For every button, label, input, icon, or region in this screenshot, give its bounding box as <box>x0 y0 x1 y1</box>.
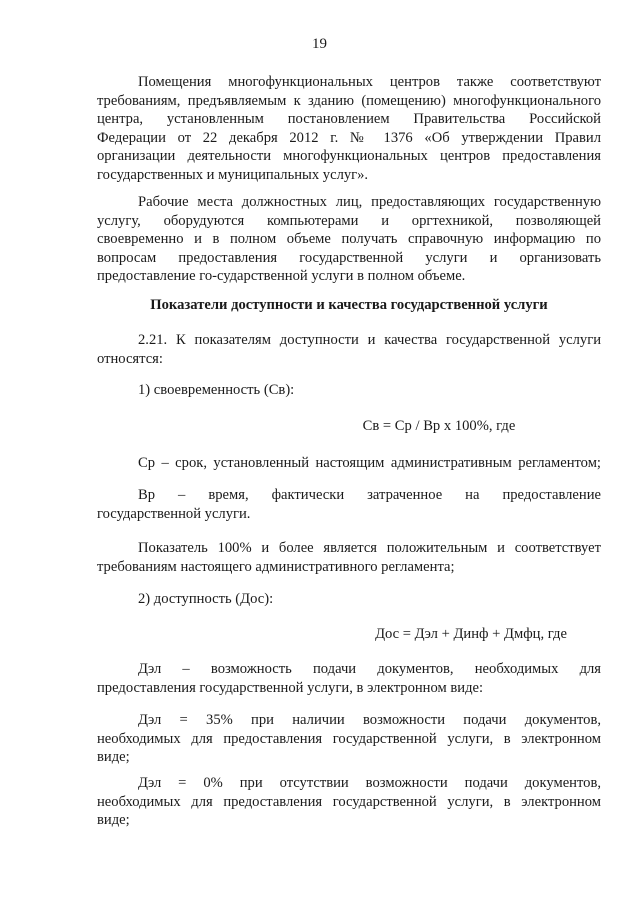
text-line: Дэл – возможность подачи документов, необходимых для <box>138 661 601 677</box>
text-line: Федерации от 22 декабря 2012 г. № 1376 «Об утверждении Правил <box>97 129 601 146</box>
text-line: виде; <box>97 812 130 829</box>
text-line: требованиям, предъявляемым к зданию (помещению) многофункционального <box>97 92 601 109</box>
definition-bp <box>97 486 601 523</box>
text-line: Рабочие места должностных лиц, предоставляющих государственную <box>138 194 601 210</box>
text-line: государственной услуги. <box>97 505 251 522</box>
text-line: Показатель 100% и более является положительным и соответствует <box>138 540 601 556</box>
definition-del <box>97 660 601 697</box>
text-line: Помещения многофункциональных центров также соответствуют <box>138 74 601 90</box>
text-line: предоставление го-сударственной услуги в полном объеме. <box>97 268 466 285</box>
page-number: 19 <box>312 36 327 52</box>
text-line: вопросам предоставления государственной услуги и организовать <box>97 249 601 266</box>
text-line: своевременно и в полном объеме получать справочную информацию по <box>97 231 601 248</box>
text-line: Ср – срок, установленный настоящим административным регламентом; <box>138 455 601 471</box>
formula-timeliness: Св = Ср / Вр х 100%, где <box>362 418 516 434</box>
text-line: необходимых для предоставления государственной услуги, в электронном <box>97 793 601 810</box>
formula-accessibility: Дос = Дэл + Динф + Дмфц, где <box>375 626 567 642</box>
text-line: Дэл = 0% при отсутствии возможности подачи документов, <box>138 775 601 791</box>
text-line: организации деятельности многофункциональных центров предоставления <box>97 148 601 165</box>
definition-del-35 <box>97 711 601 767</box>
text-line: виде; <box>97 749 130 766</box>
paragraph-indicator-100 <box>97 539 601 576</box>
definition-del-0 <box>97 774 601 830</box>
paragraph-workplaces <box>97 193 601 286</box>
text-line: 2.21. К показателям доступности и качества государственной услуги <box>138 332 601 348</box>
text-line: предоставления государственной услуги, в электронном виде: <box>97 679 484 696</box>
text-line: услугу, оборудуются компьютерами и оргтехникой, позволяющей <box>97 212 601 229</box>
item-timeliness: 1) своевременность (Св): <box>138 382 295 398</box>
text-line: государственных и муниципальных услуг». <box>97 166 369 183</box>
text-line: требованиям настоящего административного регламента; <box>97 558 455 575</box>
text-line: необходимых для предоставления государственной услуги, в электронном <box>97 730 601 747</box>
text-line: Дэл = 35% при наличии возможности подачи документов, <box>138 712 601 728</box>
text-line: относятся: <box>97 350 163 367</box>
text-line: Вр – время, фактически затраченное на предоставление <box>138 487 601 503</box>
text-line: центра, установленным постановлением Правительства Российской <box>97 111 601 128</box>
paragraph-mfc-premises <box>97 73 601 185</box>
item-accessibility: 2) доступность (Дос): <box>138 591 274 607</box>
section-heading: Показатели доступности и качества государственной услуги <box>150 297 548 313</box>
definition-cp <box>97 454 601 473</box>
paragraph-2-21 <box>97 331 601 368</box>
